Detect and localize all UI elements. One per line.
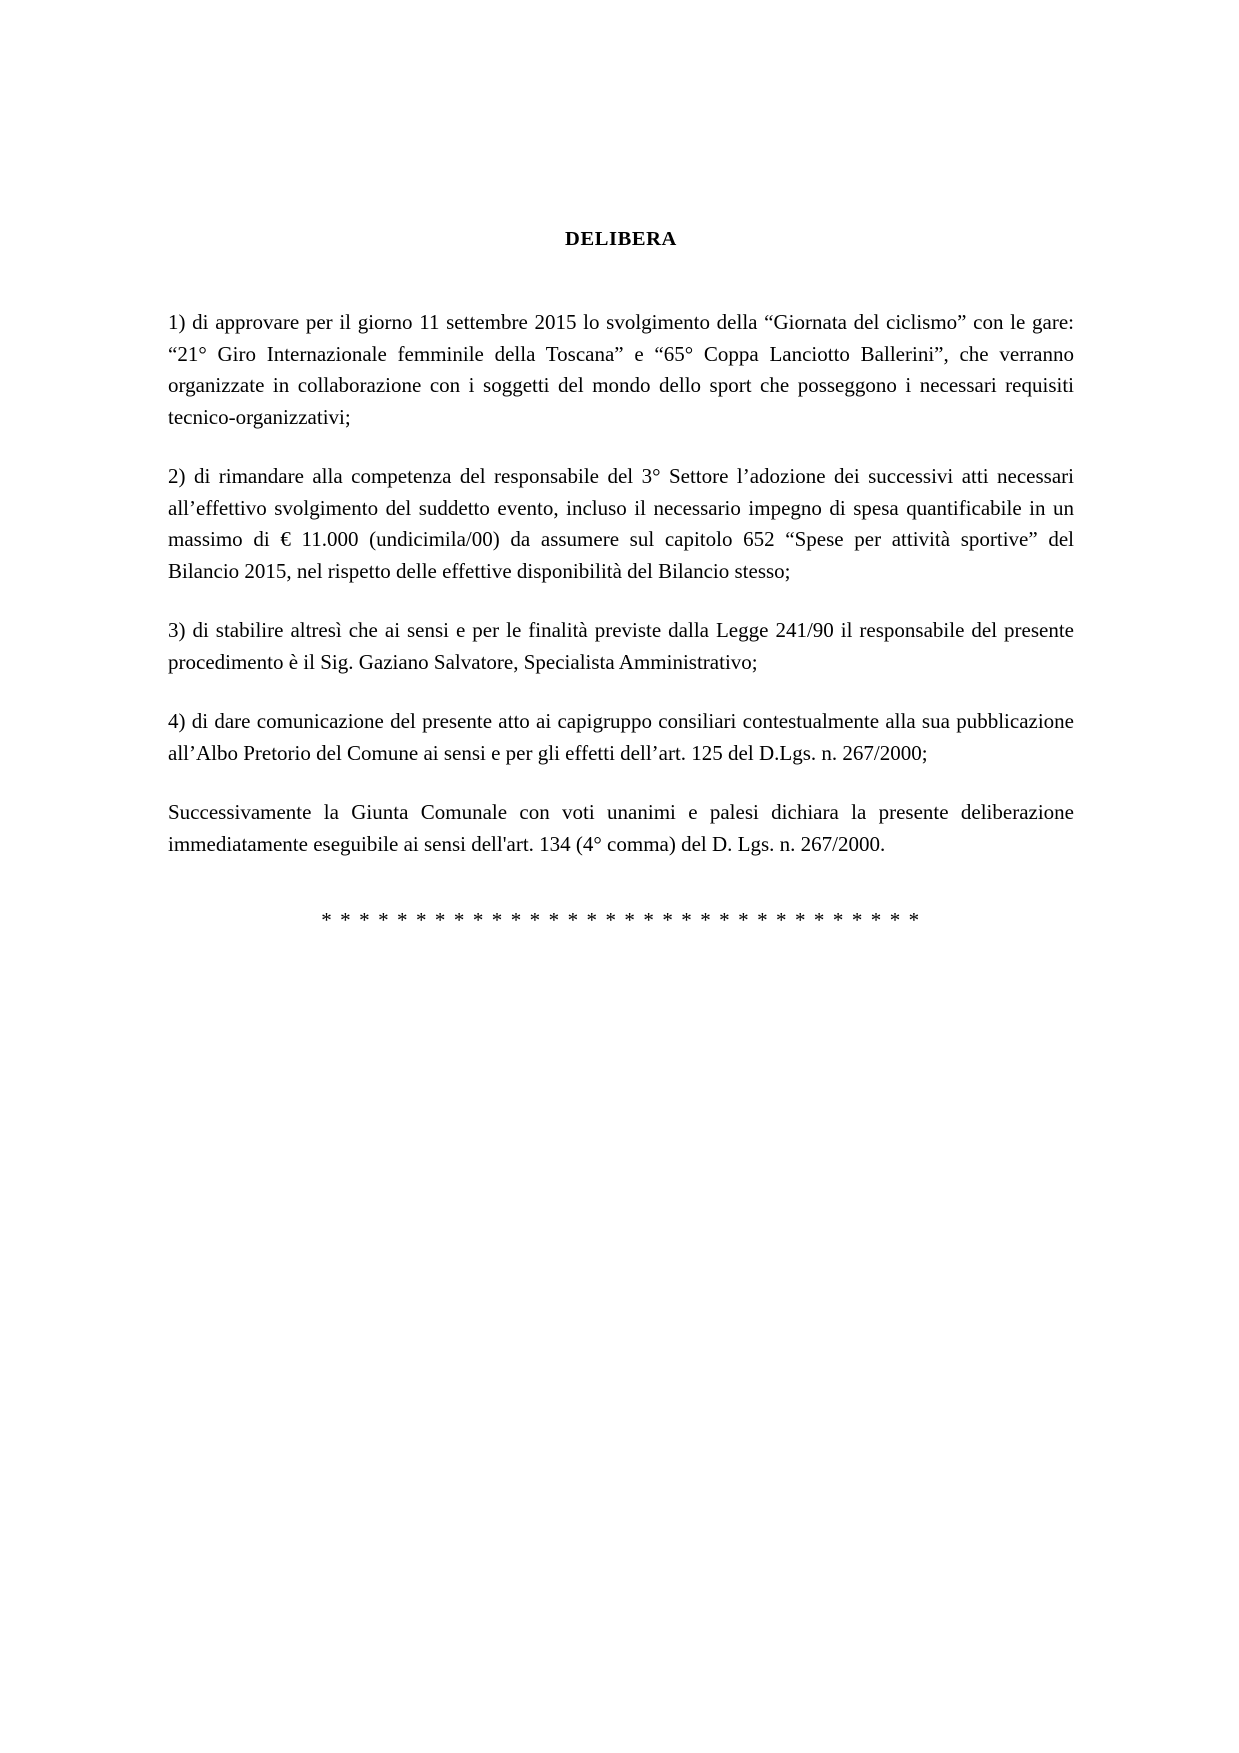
resolution-point-2: 2) di rimandare alla competenza del responsabile del 3° Settore l’adozione dei successivi atti necessari all’effettivo svolgimento del suddetto evento, incluso il necessario impegno di spesa quantificabile in un massimo di € 11.000 (undicimila/00) da assumere sul capitolo 652 “Spese per attività sportive” del Bilancio 2015, nel rispetto delle effettive disponibilità del Bilancio stesso; (168, 464, 1074, 583)
closing-statement: Successivamente la Giunta Comunale con voti unanimi e palesi dichiara la presente deliberazione immediatamente eseguibile ai sensi dell'art. 134 (4° comma) del D. Lgs. n. 267/2000. (168, 800, 1074, 856)
resolution-point-4: 4) di dare comunicazione del presente atto ai capigruppo consiliari contestualmente alla sua pubblicazione all’Albo Pretorio del Comune ai sensi e per gli effetti dell’art. 125 del D.Lgs. n. 267/2000; (168, 709, 1074, 765)
document-body (168, 228, 1074, 933)
resolution-point-1: 1) di approvare per il giorno 11 settembre 2015 lo svolgimento della “Giornata del ciclismo” con le gare: “21° Giro Internazionale femminile della Toscana” e “65° Coppa Lanciotto Ballerini”, che verranno organizzate in collaborazione con i soggetti del mondo dello sport che posseggono i necessari requisiti tecnico-organizzativi; (168, 310, 1074, 429)
resolution-point-3: 3) di stabilire altresì che ai sensi e per le finalità previste dalla Legge 241/90 il responsabile del presente procedimento è il Sig. Gaziano Salvatore, Specialista Amministrativo; (168, 618, 1074, 674)
page-title: DELIBERA (565, 228, 677, 250)
footer-separator: * * * * * * * * * * * * * * * * * * * * * * * * * * * * * * * * (321, 908, 921, 932)
